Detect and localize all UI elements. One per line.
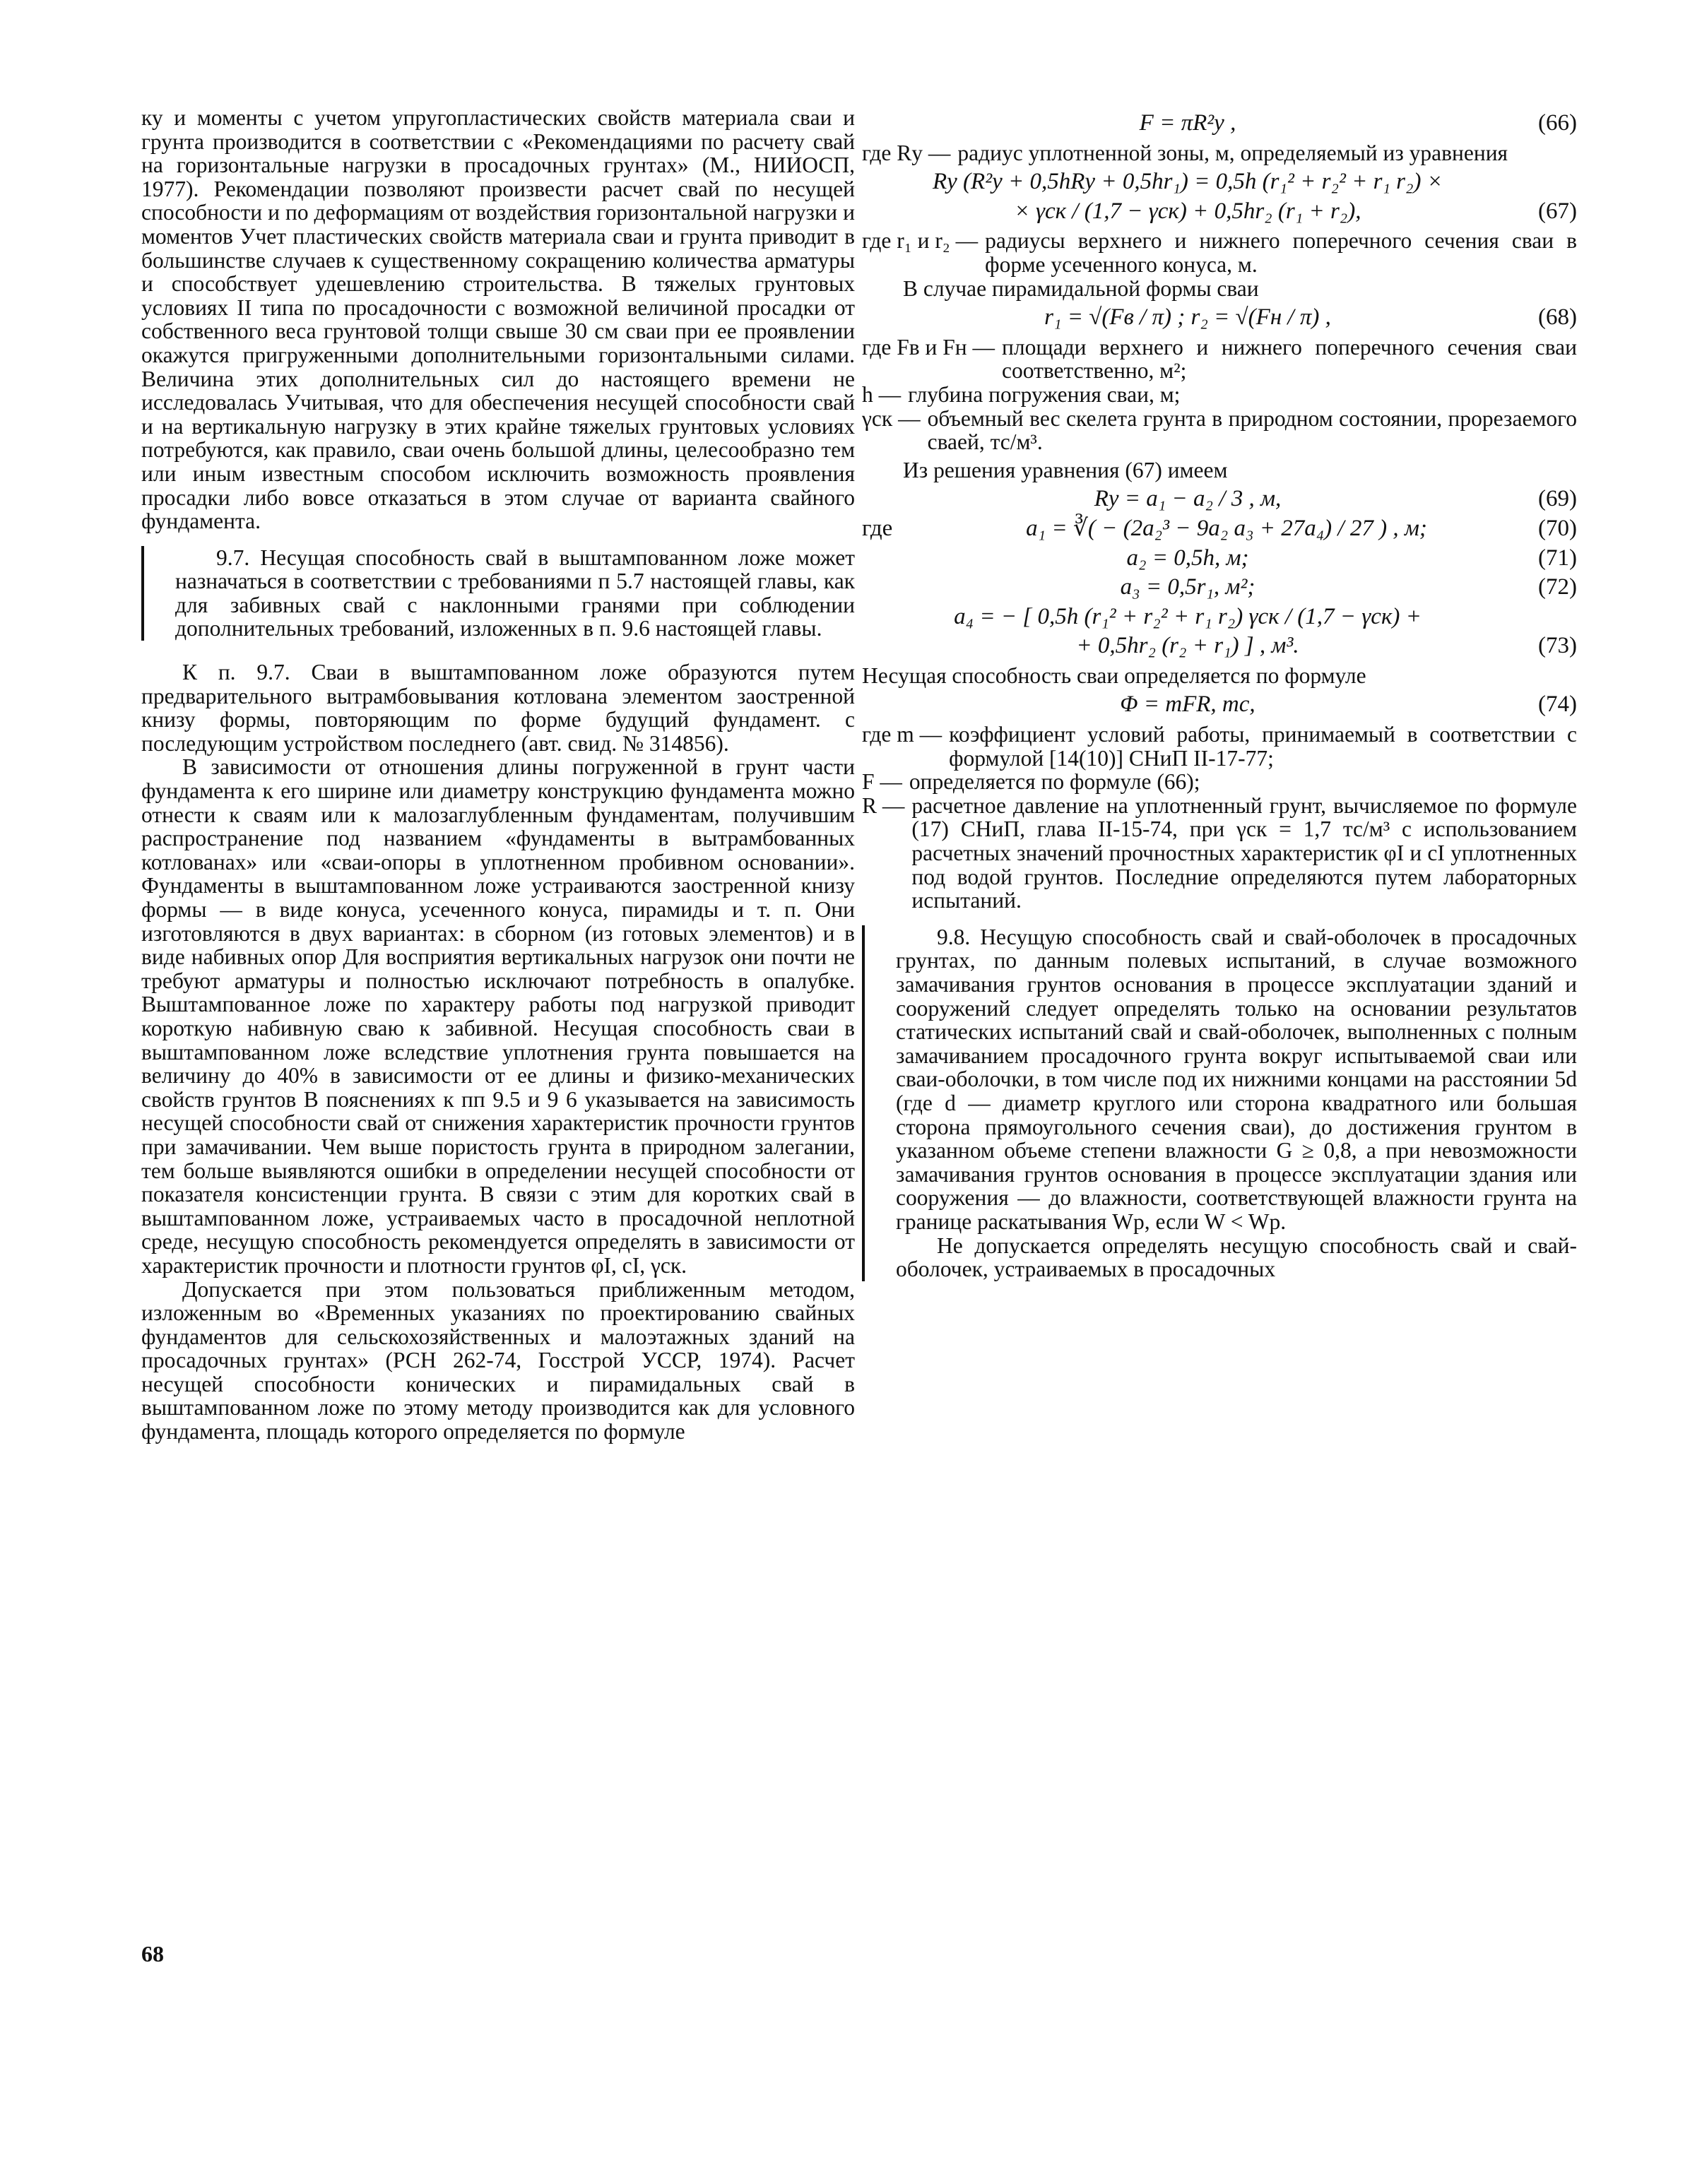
equation-68: r₁ = √(Fв / π) ; r₂ = √(Fн / π) , (68)	[1044, 304, 1577, 331]
solution-intro: Из решения уравнения (67) имеем	[903, 457, 1228, 482]
equation-number: (66)	[1538, 110, 1577, 136]
clause-9-8: 9.8. Несущую способность свай и свай-оболочек в просадочных грунтах, по данным полевых испытаний, в случае возможного замачивания грунтов основания в процессе эксплуатации зданий и сооружений следует определять только на основании результатов статических испытаний свай и свай-оболочек, выполненных с полным замачиванием просадочного грунта вокруг испытываемой сваи или сваи-оболочки, в том числе под их нижними концами на расстоянии 5d (где d — диаметр круглого или сторона квадратного или большая сторона прямоугольного сечения сваи), до достижения грунтом в указанном объеме степени влажности G ≥ 0,8, а при невозможности замачивания грунтов основания в процессе эксплуатации здания или сооружения — до влажности, соответствующей влажности грунта на границе раскатывания Wр, если W < Wр.	[862, 925, 1577, 1234]
left-column	[141, 106, 855, 1444]
clause-9-7: 9.7. Несущая способность свай в выштампованном ложе может назначаться в соответствии с требованиями п 5.7 настоящей главы, как для забивных свай с наклонными гранями при соблюдении дополнительных требований, изложенных в п. 9.6 настоящей главы.	[141, 546, 855, 641]
clause-9-8-continued: Не допускается определять несущую способность свай и свай-оболочек, устраиваемых в просадочных	[862, 1234, 1577, 1281]
definition-gamma: γск — объемный вес скелета грунта в природном состоянии, прорезаемого сваей, тс/м³.	[862, 405, 1577, 455]
definition-R: R — расчетное давление на уплотненный грунт, вычисляемое по формуле (17) СНиП, глава II-15-74, при γск = 1,7 тс/м³ с использованием расчетных значений прочностных характеристик φI и cI уплотненных под водой грунтов. Последние определяются путем лабораторных испытаний.	[862, 793, 1577, 913]
equation-69: Rу = a₁ − a₂ / 3 , м, (69)	[1094, 486, 1577, 512]
equation-73-line1: a₄ = − [ 0,5h (r₁² + r₂² + r₁ r₂) γск / (1,7 − γск) +	[954, 603, 1422, 629]
equation-74: Φ = mFR, тс, (74)	[1120, 692, 1577, 718]
right-column	[862, 106, 1577, 1281]
paragraph-continuation: ку и моменты с учетом упругопластических свойств материала сваи и грунта производится в соответствии с «Рекомендациями по расчету свай на горизонтальные нагрузки в просадочных грунтах» (М., НИИОСП, 1977). Рекомендации позволяют произвести расчет свай по несущей способности и по деформациям от воздействия горизонтальной нагрузки и моментов Учет пластических свойств материала сваи и грунта приводит в большинстве случаев к существенному сокращению количества арматуры и способствует удешевлению строительства. В тяжелых грунтовых условиях II типа по просадочности с возможной величиной просадки от собственного веса грунтовой толщи свыше 30 см сваи при ее проявлении окажутся пригруженными дополнительными горизонтальными силами. Величина этих дополнительных сил до настоящего времени не исследовалась Учитывая, что для обеспечения несущей способности свай и на вертикальную нагрузку в этих крайне тяжелых грунтовых условиях потребуются, как правило, сваи очень большой длины, целесообразно тем или иным известным способом исключить возможность проявления просадки либо вовсе отказаться в этом случае от варианта свайного фундамента.	[141, 105, 855, 534]
page-number: 68	[141, 1941, 164, 1966]
equation-67-line1: Rу (R²у + 0,5hRу + 0,5hr₁) = 0,5h (r₁² + r₂² + r₁ r₂) ×	[933, 169, 1443, 195]
definition-F: F — определяется по формуле (66);	[862, 769, 1200, 795]
commentary-9-7: К п. 9.7. Сваи в выштампованном ложе образуются путем предварительного вытрамбовывания котлована элементом заостренной книзу формы, повторяющим по форме будущий фундамент. с последующим устройством последнего (авт. свид. № 314856).	[141, 660, 855, 756]
equation-71: a₂ = 0,5h, м; (71)	[1126, 545, 1577, 571]
definition-f: где Fв и Fн — площади верхнего и нижнего поперечного сечения сваи соответственно, м²;	[862, 334, 1577, 384]
equation-72: a₃ = 0,5r₁, м²; (72)	[1120, 574, 1577, 600]
definition-ry: где Rу — радиус уплотненной зоны, м, определяемый из уравнения	[862, 140, 1508, 165]
equation-70: где a₁ = ∛( − (2a₂³ − 9a₂ a₃ + 27a₄) / 27 ) , м; (70)	[862, 515, 1577, 541]
equation-67-line2: × γск / (1,7 − γск) + 0,5hr₂ (r₁ + r₂), (67)	[1014, 198, 1577, 224]
equation-66	[862, 112, 1577, 136]
definition-r1-r2: где r₁ и r₂ — радиусы верхнего и нижнего поперечного сечения сваи в форме усеченного конуса, м.	[862, 228, 1577, 277]
equation-formula: F = πR²у ,	[1139, 110, 1236, 136]
definition-h: h — глубина погружения сваи, м;	[862, 381, 1181, 407]
paragraph-dependency: В зависимости от отношения длины погруженной в грунт части фундамента к его ширине или диаметру конструкцию фундамента можно отнести к сваям или к малозаглубленным фундаментам, получившим распространение под названием «фундаменты в вытрамбованных котлованах» или «сваи-опоры в уплотненном пробивном основании». Фундаменты в выштампованном ложе устраиваются заостренной книзу формы — в виде конуса, усеченного конуса, пирамиды и т. п. Они изготовляются в двух вариантах: в сборном (из готовых элементов) и в виде набивных опор Для восприятия вертикальных нагрузок они почти не требуют арматуры и полностью исключают потребность в опалубке. Выштампованное ложе по характеру работы под нагрузкой приводит короткую набивную сваю к забивной. Несущая способность сваи в выштампованном ложе вследствие уплотнения грунта повышается на величину до 40% в зависимости от ее длины и физико-механических свойств грунтов В пояснениях к пп 9.5 и 9 6 указывается на зависимость несущей способности свай от снижения характеристик прочности грунтов при замачивании. Чем выше пористость грунта в природном залегании, тем больше выявляются ошибки в определении несущей способности от показателя консистенции грунта. В связи с этим для коротких свай в выштампованном ложе, устраиваемых часто в просадочной неплотной среде, несущую способность рекомендуется определять в зависимости от характеристик прочности и плотности грунтов φI, cI, γск.	[141, 754, 855, 1278]
definition-m: где m — коэффициент условий работы, принимаемый в соответствии с формулой [14(10)] СНиП II-17-77;	[862, 722, 1577, 771]
pyramid-case: В случае пирамидальной формы сваи	[903, 275, 1259, 301]
equation-73-line2: + 0,5hr₂ (r₂ + r₁) ] , м³. (73)	[1076, 633, 1577, 659]
paragraph-approx-method: Допускается при этом пользоваться приближенным методом, изложенным во «Временных указаниях по проектированию свайных фундаментов для сельскохозяйственных и малоэтажных зданий на просадочных грунтах» (РСН 262-74, Госстрой УССР, 1974). Расчет несущей способности конических и пирамидальных свай в выштампованном ложе по этому методу производится как для условного фундамента, площадь которого определяется по формуле	[141, 1276, 855, 1444]
capacity-intro: Несущая способность сваи определяется по формуле	[862, 663, 1366, 688]
